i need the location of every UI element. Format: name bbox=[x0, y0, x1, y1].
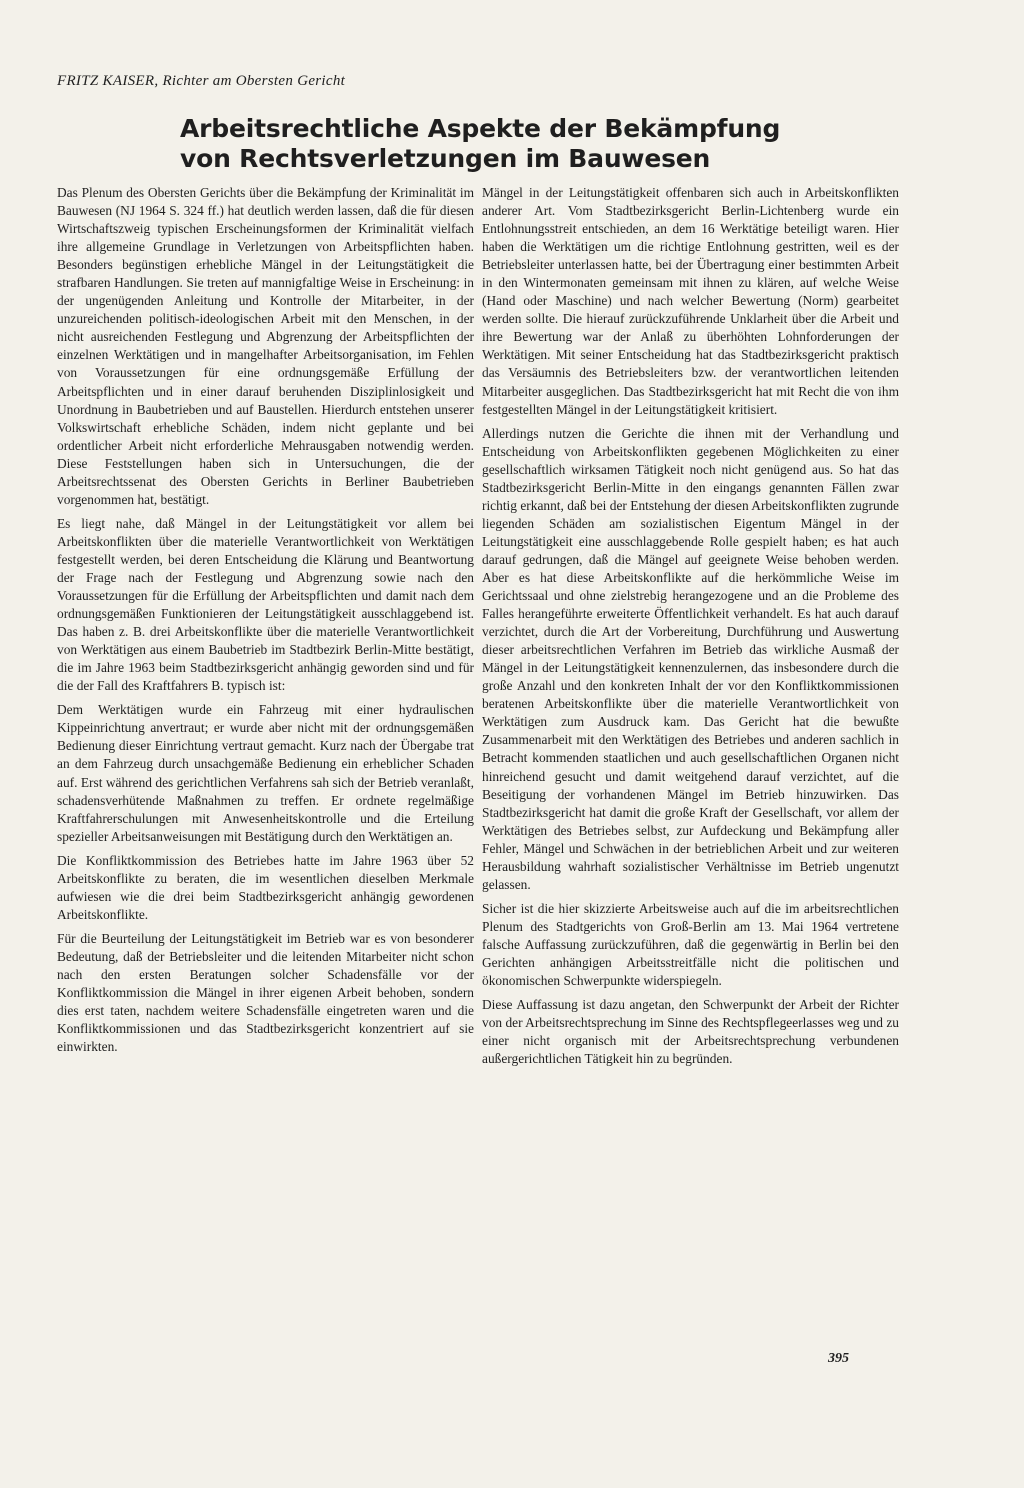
paragraph: Das Plenum des Obersten Gerichts über die Bekämpfung der Kriminalität im Bauwesen (NJ 1964 S. 324 ff.) hat deutlich werden lassen, daß die für diesen Wirtschaftszweig typischen Erscheinungsformen der Kriminalität vielfach ihre allgemeine Grundlage in Verletzungen von Arbeitspflichten haben. Besonders begünstigen erhebliche Mängel in der Leitungstätigkeit die strafbaren Handlungen. Sie treten auf mannigfaltige Weise in Erscheinung: in der ungenügenden Anleitung und Kontrolle der Mitarbeiter, in der unzureichenden politisch-ideologischen Arbeit mit den Menschen, in der nicht ausreichenden Festlegung und Abgrenzung der Arbeitspflichten der einzelnen Werktätigen und in mangelhafter Arbeitsorganisation, im Fehlen von Voraussetzungen für eine ordnungsgemäße Erfüllung der Arbeitspflichten und in einer darauf beruhenden Disziplinlosigkeit und Unordnung in Baubetrieben und auf Baustellen. Hierdurch entstehen unserer Volkswirtschaft erhebliche Schäden, indem nicht geplante und bei ordentlicher Arbeit nicht erforderliche Mehrausgaben notwendig werden. Diese Feststellungen haben sich in Untersuchungen, die der Arbeitsrechtssenat des Obersten Gerichts in Berliner Baubetrieben vorgenommen hat, bestätigt. bbox=[57, 185, 474, 507]
paragraph: Für die Beurteilung der Leitungstätigkeit im Betrieb war es von besonderer Bedeutung, daß der Betriebsleiter und die leitenden Mitarbeiter nicht schon nach den ersten Beratungen solcher Schadensfälle vor der Konfliktkommission die Mängel in ihrer eigenen Arbeit behoben, sondern dies erst taten, nachdem weitere Schadensfälle eingetreten waren und die Konfliktkommissionen und das Stadtbezirksgericht konzentriert auf sie einwirkten. bbox=[57, 930, 474, 1055]
paragraph: Allerdings nutzen die Gerichte die ihnen mit der Verhandlung und Entscheidung von Arbeitskonflikten gegebenen Möglichkeiten zu einer gesellschaftlich wirksamen Tätigkeit noch nicht genügend aus. So hat das Stadtbezirksgericht Berlin-Mitte in den eingangs genannten Fällen zwar richtig erkannt, daß bei der Entstehung der diesen Arbeitskonflikten zugrunde liegenden Schäden am sozialistischen Eigentum Mängel in der Leitungstätigkeit eine ausschlaggebende Rolle gespielt haben; es hat auch darauf gedrungen, daß die Mängel auf geeignete Weise behoben werden. Aber es hat diese Arbeitskonflikte auf die herkömmliche Weise im Gerichtssaal und ohne zielstrebig herangezogene und an die Probleme des Falles herangeführte erweiterte Öffentlichkeit verhandelt. Es hat auch darauf verzichtet, durch die Art der Vorbereitung, Durchführung und Auswertung dieser arbeitsrechtlichen Verfahren im Betrieb das wirkliche Ausmaß der Mängel in der Leitungstätigkeit kennenzulernen, das insbesondere durch die große Anzahl und den konkreten Inhalt der vor den Konfliktkommissionen beratenen Arbeitskonflikte über die materielle Verantwortlichkeit von Werktätigen zum Ausdruck kam. Das Gericht hat die bewußte Zusammenarbeit mit den Werktätigen des Betriebes und anderen sachlich in Betracht kommenden staatlichen und auch gesellschaftlichen Organen nicht hinreichend gesucht und damit weitgehend darauf verzichtet, auf die Beseitigung der vorhandenen Mängel im Betrieb hinzuwirken. Das Stadtbezirksgericht hat damit die große Kraft der Gesellschaft, vor allem der Werktätigen des Betriebes selbst, zur Aufdeckung und Bekämpfung aller Fehler, Mängel und Schwächen in der betrieblichen Arbeit und zur weiteren Herausbildung wahrhaft sozialistischer Verhältnisse im Betrieb ungenutzt gelassen. bbox=[482, 425, 899, 892]
left-column bbox=[57, 184, 474, 1334]
author-title: Richter am Obersten Gericht bbox=[162, 73, 346, 89]
paragraph: Es liegt nahe, daß Mängel in der Leitungstätigkeit vor allem bei Arbeitskonflikten über die materielle Verantwortlichkeit von Werktätigen festgestellt werden, bei deren Entscheidung die Klärung und Beantwortung der Frage nach der Festlegung und Abgrenzung sowie nach den Voraussetzungen für die Erfüllung der Arbeitspflichten und damit nach dem ordnungsgemäßen Funktionieren der Leitungstätigkeit ausschlaggebend ist. Das haben z. B. drei Arbeitskonflikte über die materielle Verantwortlichkeit von Werktätigen aus einem Baubetrieb im Stadtbezirk Berlin-Mitte bestätigt, die im Jahre 1963 beim Stadtbezirksgericht anhängig geworden sind und für die der Fall des Kraftfahrers B. typisch ist: bbox=[57, 515, 474, 694]
paragraph: Die Konfliktkommission des Betriebes hatte im Jahre 1963 über 52 Arbeitskonflikte zu beraten, die im wesentlichen dieselben Merkmale aufwiesen wie die drei beim Stadtbezirksgericht anhängig gewordenen Arbeitskonflikte. bbox=[57, 852, 474, 922]
author-name: FRITZ KAISER, bbox=[57, 73, 159, 89]
right-column bbox=[482, 184, 899, 1334]
author-line bbox=[57, 73, 345, 90]
paragraph: Sicher ist die hier skizzierte Arbeitsweise auch auf die im arbeitsrechtlichen Plenum des Stadtgerichts von Groß-Berlin am 13. Mai 1964 vertretene falsche Auffassung zurückzuführen, daß die gegenwärtig in Berlin bei den Gerichten anhängigen Arbeitsstreitfälle nicht die politischen und ökonomischen Schwerpunkte widerspiegeln. bbox=[482, 900, 899, 989]
paragraph: Mängel in der Leitungstätigkeit offenbaren sich auch in Arbeitskonflikten anderer Art. Vom Stadtbezirksgericht Berlin-Lichtenberg wurde ein Entlohnungsstreit entschieden, an dem 16 Werktätige beteiligt waren. Hier haben die Werktätigen um die richtige Entlohnung gestritten, weil es der Betriebsleiter unterlassen hatte, bei der Übertragung einer bestimmten Arbeit in den Wintermonaten gemeinsam mit ihnen zu klären, auf welche Weise (Hand oder Maschine) und nach welcher Bewertung (Norm) gearbeitet werden sollte. Die hierauf zurückzuführende Unklarheit über die Arbeit und ihre Bewertung war der Anlaß zu überhöhten Lohnforderungen der Werktätigen. Mit seiner Entscheidung hat das Stadtbezirksgericht praktisch das Versäumnis des Betriebsleiters bzw. der verantwortlichen leitenden Mitarbeiter ausgeglichen. Das Stadtbezirksgericht hat mit Recht die von ihm festgestellten Mängel in der Leitungstätigkeit kritisiert. bbox=[482, 185, 899, 417]
article-title-line-2: von Rechtsverletzungen im Bauwesen bbox=[180, 144, 711, 173]
article-title bbox=[180, 114, 800, 174]
page-number: 395 bbox=[828, 1351, 849, 1366]
paragraph: Dem Werktätigen wurde ein Fahrzeug mit einer hydraulischen Kippeinrichtung anvertraut; er wurde aber nicht mit der ordnungsgemäßen Bedienung dieser Einrichtung vertraut gemacht. Kurz nach der Übergabe trat an dem Fahrzeug durch unsachgemäße Bedienung ein erheblicher Schaden auf. Erst während des gerichtlichen Verfahrens sah sich der Betrieb veranlaßt, schadensverhütende Maßnahmen zu treffen. Er ordnete regelmäßige Kraftfahrerschulungen mit Anwesenheitskontrolle und die Erteilung spezieller Arbeitsanweisungen mit Bestätigung durch den Werktätigen an. bbox=[57, 702, 474, 844]
article-title-line-1: Arbeitsrechtliche Aspekte der Bekämpfung bbox=[180, 114, 781, 143]
paragraph: Diese Auffassung ist dazu angetan, den Schwerpunkt der Arbeit der Richter von der Arbeitsrechtsprechung im Sinne des Rechtspflegeerlasses weg und zu einer nicht organisch mit der Arbeitsrechtsprechung verbundenen außergerichtlichen Tätigkeit hin zu begründen. bbox=[482, 997, 899, 1067]
